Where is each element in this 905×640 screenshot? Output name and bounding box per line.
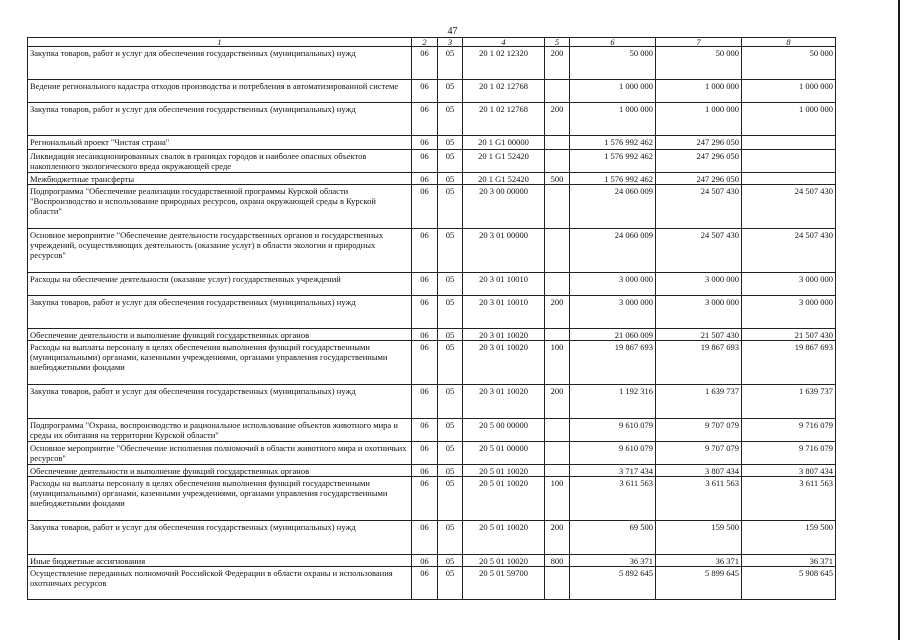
row-amount-year-1: 19 867 693 — [570, 341, 656, 385]
row-expense-type — [545, 80, 570, 103]
table-row — [28, 567, 836, 600]
row-expense-type — [545, 442, 570, 465]
row-expense-type — [545, 229, 570, 273]
row-name: Закупка товаров, работ и услуг для обеспечения государственных (муниципальных) нужд — [28, 385, 412, 419]
row-podrazdel: 05 — [438, 442, 463, 465]
header-col-7: 7 — [656, 38, 742, 47]
row-expense-type — [545, 567, 570, 600]
row-expense-type — [545, 185, 570, 229]
row-amount-year-1: 24 060 009 — [570, 185, 656, 229]
row-amount-year-3: 36 371 — [742, 555, 836, 567]
row-razdel: 06 — [412, 385, 438, 419]
table-row — [28, 341, 836, 385]
header-col-5: 5 — [545, 38, 570, 47]
page-edge — [898, 0, 900, 640]
header-col-1: 1 — [28, 38, 412, 47]
row-amount-year-3: 9 716 079 — [742, 419, 836, 442]
row-target-article: 20 3 01 10020 — [463, 385, 545, 419]
row-podrazdel: 05 — [438, 273, 463, 296]
header-col-4: 4 — [463, 38, 545, 47]
row-amount-year-1: 50 000 — [570, 47, 656, 80]
row-amount-year-1: 3 000 000 — [570, 296, 656, 329]
row-amount-year-1: 3 717 434 — [570, 465, 656, 477]
row-target-article: 20 1 02 12320 — [463, 47, 545, 80]
row-target-article: 20 5 01 59700 — [463, 567, 545, 600]
row-amount-year-1: 1 000 000 — [570, 80, 656, 103]
row-razdel: 06 — [412, 185, 438, 229]
row-expense-type: 200 — [545, 103, 570, 136]
row-name: Ведение регионального кадастра отходов производства и потребления в автоматизированной системе — [28, 80, 412, 103]
row-name: Закупка товаров, работ и услуг для обеспечения государственных (муниципальных) нужд — [28, 47, 412, 80]
row-amount-year-3: 24 507 430 — [742, 229, 836, 273]
row-podrazdel: 05 — [438, 296, 463, 329]
row-amount-year-1: 24 060 009 — [570, 229, 656, 273]
row-amount-year-3: 3 000 000 — [742, 296, 836, 329]
row-target-article: 20 3 01 10010 — [463, 273, 545, 296]
row-amount-year-1: 5 892 645 — [570, 567, 656, 600]
row-amount-year-1: 9 610 079 — [570, 419, 656, 442]
table-row — [28, 419, 836, 442]
row-name: Расходы на обеспечение деятельности (оказание услуг) государственных учреждений — [28, 273, 412, 296]
row-amount-year-2: 3 000 000 — [656, 273, 742, 296]
row-amount-year-2: 19 867 693 — [656, 341, 742, 385]
row-razdel: 06 — [412, 567, 438, 600]
row-razdel: 06 — [412, 341, 438, 385]
row-amount-year-1: 3 000 000 — [570, 273, 656, 296]
row-amount-year-2: 21 507 430 — [656, 329, 742, 341]
row-podrazdel: 05 — [438, 150, 463, 173]
row-amount-year-2: 159 500 — [656, 521, 742, 555]
row-amount-year-2: 3 807 434 — [656, 465, 742, 477]
row-target-article: 20 1 G1 00000 — [463, 136, 545, 150]
row-podrazdel: 05 — [438, 47, 463, 80]
row-podrazdel: 05 — [438, 521, 463, 555]
row-amount-year-1: 1 576 992 462 — [570, 136, 656, 150]
row-target-article: 20 1 G1 52420 — [463, 150, 545, 173]
row-amount-year-2: 247 296 050 — [656, 150, 742, 173]
row-expense-type — [545, 150, 570, 173]
row-expense-type — [545, 273, 570, 296]
row-expense-type — [545, 419, 570, 442]
row-expense-type — [545, 136, 570, 150]
row-podrazdel: 05 — [438, 465, 463, 477]
row-amount-year-2: 24 507 430 — [656, 229, 742, 273]
table-row — [28, 329, 836, 341]
row-expense-type: 800 — [545, 555, 570, 567]
row-razdel: 06 — [412, 273, 438, 296]
row-razdel: 06 — [412, 47, 438, 80]
table-row — [28, 173, 836, 185]
row-amount-year-3 — [742, 150, 836, 173]
page-number: 47 — [447, 26, 458, 37]
row-podrazdel: 05 — [438, 136, 463, 150]
row-name: Подпрограмма "Охрана, воспроизводство и рациональное использование объектов животного мира и среды их обитания на территории Курской области" — [28, 419, 412, 442]
budget-table — [27, 37, 836, 600]
row-target-article: 20 1 G1 52420 — [463, 173, 545, 185]
row-expense-type — [545, 465, 570, 477]
row-expense-type: 200 — [545, 521, 570, 555]
row-amount-year-1: 3 611 563 — [570, 477, 656, 521]
row-podrazdel: 05 — [438, 103, 463, 136]
row-amount-year-3: 1 000 000 — [742, 103, 836, 136]
row-amount-year-3: 50 000 — [742, 47, 836, 80]
row-podrazdel: 05 — [438, 80, 463, 103]
row-target-article: 20 5 01 10020 — [463, 477, 545, 521]
row-razdel: 06 — [412, 296, 438, 329]
table-row — [28, 555, 836, 567]
row-target-article: 20 3 01 10010 — [463, 296, 545, 329]
row-amount-year-1: 36 371 — [570, 555, 656, 567]
row-amount-year-1: 1 576 992 462 — [570, 150, 656, 173]
table-row — [28, 442, 836, 465]
row-podrazdel: 05 — [438, 229, 463, 273]
row-name: Расходы на выплаты персоналу в целях обеспечения выполнения функций государственными (муниципальными) органами, казенными учреждениями, органами управления государственными внебюджетными фондами — [28, 341, 412, 385]
row-amount-year-2: 36 371 — [656, 555, 742, 567]
row-podrazdel: 05 — [438, 555, 463, 567]
table-row — [28, 385, 836, 419]
table-row — [28, 136, 836, 150]
row-target-article: 20 1 02 12768 — [463, 103, 545, 136]
row-expense-type — [545, 329, 570, 341]
row-podrazdel: 05 — [438, 385, 463, 419]
row-amount-year-2: 1 000 000 — [656, 80, 742, 103]
row-razdel: 06 — [412, 442, 438, 465]
row-name: Закупка товаров, работ и услуг для обеспечения государственных (муниципальных) нужд — [28, 103, 412, 136]
table-row — [28, 80, 836, 103]
row-amount-year-3: 3 000 000 — [742, 273, 836, 296]
row-amount-year-1: 69 500 — [570, 521, 656, 555]
row-amount-year-3: 3 611 563 — [742, 477, 836, 521]
row-target-article: 20 5 00 00000 — [463, 419, 545, 442]
row-amount-year-2: 5 899 645 — [656, 567, 742, 600]
row-amount-year-3: 1 000 000 — [742, 80, 836, 103]
table-body — [28, 47, 836, 600]
row-podrazdel: 05 — [438, 419, 463, 442]
row-expense-type: 100 — [545, 477, 570, 521]
row-target-article: 20 3 01 10020 — [463, 341, 545, 385]
row-expense-type: 200 — [545, 296, 570, 329]
table-row — [28, 150, 836, 173]
row-name: Ликвидация несанкционированных свалок в границах городов и наиболее опасных объектов накопленного экологического вреда окружающей среде — [28, 150, 412, 173]
row-amount-year-2: 24 507 430 — [656, 185, 742, 229]
row-amount-year-1: 1 000 000 — [570, 103, 656, 136]
row-amount-year-2: 9 707 079 — [656, 442, 742, 465]
row-amount-year-3: 19 867 693 — [742, 341, 836, 385]
row-amount-year-2: 1 639 737 — [656, 385, 742, 419]
row-amount-year-1: 1 192 316 — [570, 385, 656, 419]
row-razdel: 06 — [412, 477, 438, 521]
row-amount-year-3 — [742, 173, 836, 185]
table-row — [28, 296, 836, 329]
table-row — [28, 229, 836, 273]
header-col-6: 6 — [570, 38, 656, 47]
row-name: Основное мероприятие "Обеспечение деятельности государственных органов и государственных учреждений, осуществляющих деятельность (оказание услуг) в области экологии и природных ресурсов" — [28, 229, 412, 273]
row-name: Подпрограмма "Обеспечение реализации государственной программы Курской области "Воспроизводство и использование природных ресурсов, охрана окружающей среды в Курской области" — [28, 185, 412, 229]
row-razdel: 06 — [412, 80, 438, 103]
row-podrazdel: 05 — [438, 567, 463, 600]
row-target-article: 20 5 01 10020 — [463, 521, 545, 555]
row-amount-year-1: 21 060 009 — [570, 329, 656, 341]
row-name: Региональный проект "Чистая страна" — [28, 136, 412, 150]
row-amount-year-1: 9 610 079 — [570, 442, 656, 465]
row-expense-type: 100 — [545, 341, 570, 385]
row-amount-year-2: 3 000 000 — [656, 296, 742, 329]
row-expense-type: 200 — [545, 385, 570, 419]
header-col-2: 2 — [412, 38, 438, 47]
row-target-article: 20 3 01 00000 — [463, 229, 545, 273]
row-razdel: 06 — [412, 465, 438, 477]
row-target-article: 20 3 00 00000 — [463, 185, 545, 229]
row-podrazdel: 05 — [438, 341, 463, 385]
row-razdel: 06 — [412, 150, 438, 173]
row-amount-year-3: 21 507 430 — [742, 329, 836, 341]
row-podrazdel: 05 — [438, 329, 463, 341]
row-podrazdel: 05 — [438, 185, 463, 229]
table-row — [28, 477, 836, 521]
row-amount-year-3: 1 639 737 — [742, 385, 836, 419]
row-razdel: 06 — [412, 103, 438, 136]
row-target-article: 20 5 01 10020 — [463, 555, 545, 567]
row-razdel: 06 — [412, 555, 438, 567]
row-target-article: 20 5 01 00000 — [463, 442, 545, 465]
row-razdel: 06 — [412, 419, 438, 442]
table-row — [28, 521, 836, 555]
table-row — [28, 47, 836, 80]
row-podrazdel: 05 — [438, 173, 463, 185]
row-target-article: 20 1 02 12768 — [463, 80, 545, 103]
header-col-8: 8 — [742, 38, 836, 47]
row-name: Осуществление переданных полномочий Российской Федерации в области охраны и использования охотничьих ресурсов — [28, 567, 412, 600]
row-name: Межбюджетные трансферты — [28, 173, 412, 185]
row-name: Обеспечение деятельности и выполнение функций государственных органов — [28, 329, 412, 341]
row-amount-year-2: 1 000 000 — [656, 103, 742, 136]
row-name: Обеспечение деятельности и выполнение функций государственных органов — [28, 465, 412, 477]
row-razdel: 06 — [412, 521, 438, 555]
row-expense-type: 200 — [545, 47, 570, 80]
header-col-3: 3 — [438, 38, 463, 47]
row-razdel: 06 — [412, 329, 438, 341]
row-name: Закупка товаров, работ и услуг для обеспечения государственных (муниципальных) нужд — [28, 521, 412, 555]
row-razdel: 06 — [412, 173, 438, 185]
row-amount-year-3 — [742, 136, 836, 150]
row-name: Расходы на выплаты персоналу в целях обеспечения выполнения функций государственными (муниципальными) органами, казенными учреждениями, органами управления государственными внебюджетными фондами — [28, 477, 412, 521]
row-amount-year-2: 247 296 050 — [656, 173, 742, 185]
row-amount-year-3: 159 500 — [742, 521, 836, 555]
row-amount-year-3: 24 507 430 — [742, 185, 836, 229]
row-amount-year-3: 9 716 079 — [742, 442, 836, 465]
table-row — [28, 185, 836, 229]
header-row — [28, 38, 836, 47]
row-amount-year-1: 1 576 992 462 — [570, 173, 656, 185]
row-podrazdel: 05 — [438, 477, 463, 521]
row-target-article: 20 5 01 10020 — [463, 465, 545, 477]
row-razdel: 06 — [412, 136, 438, 150]
row-expense-type: 500 — [545, 173, 570, 185]
row-razdel: 06 — [412, 229, 438, 273]
row-name: Закупка товаров, работ и услуг для обеспечения государственных (муниципальных) нужд — [28, 296, 412, 329]
table-row — [28, 103, 836, 136]
table-row — [28, 465, 836, 477]
row-amount-year-3: 5 908 645 — [742, 567, 836, 600]
row-target-article: 20 3 01 10020 — [463, 329, 545, 341]
row-amount-year-3: 3 807 434 — [742, 465, 836, 477]
table-row — [28, 273, 836, 296]
row-amount-year-2: 247 296 050 — [656, 136, 742, 150]
row-name: Основное мероприятие "Обеспечение исполнения полномочий в области животного мира и охотничьих ресурсов" — [28, 442, 412, 465]
row-name: Иные бюджетные ассигнования — [28, 555, 412, 567]
row-amount-year-2: 50 000 — [656, 47, 742, 80]
row-amount-year-2: 3 611 563 — [656, 477, 742, 521]
row-amount-year-2: 9 707 079 — [656, 419, 742, 442]
